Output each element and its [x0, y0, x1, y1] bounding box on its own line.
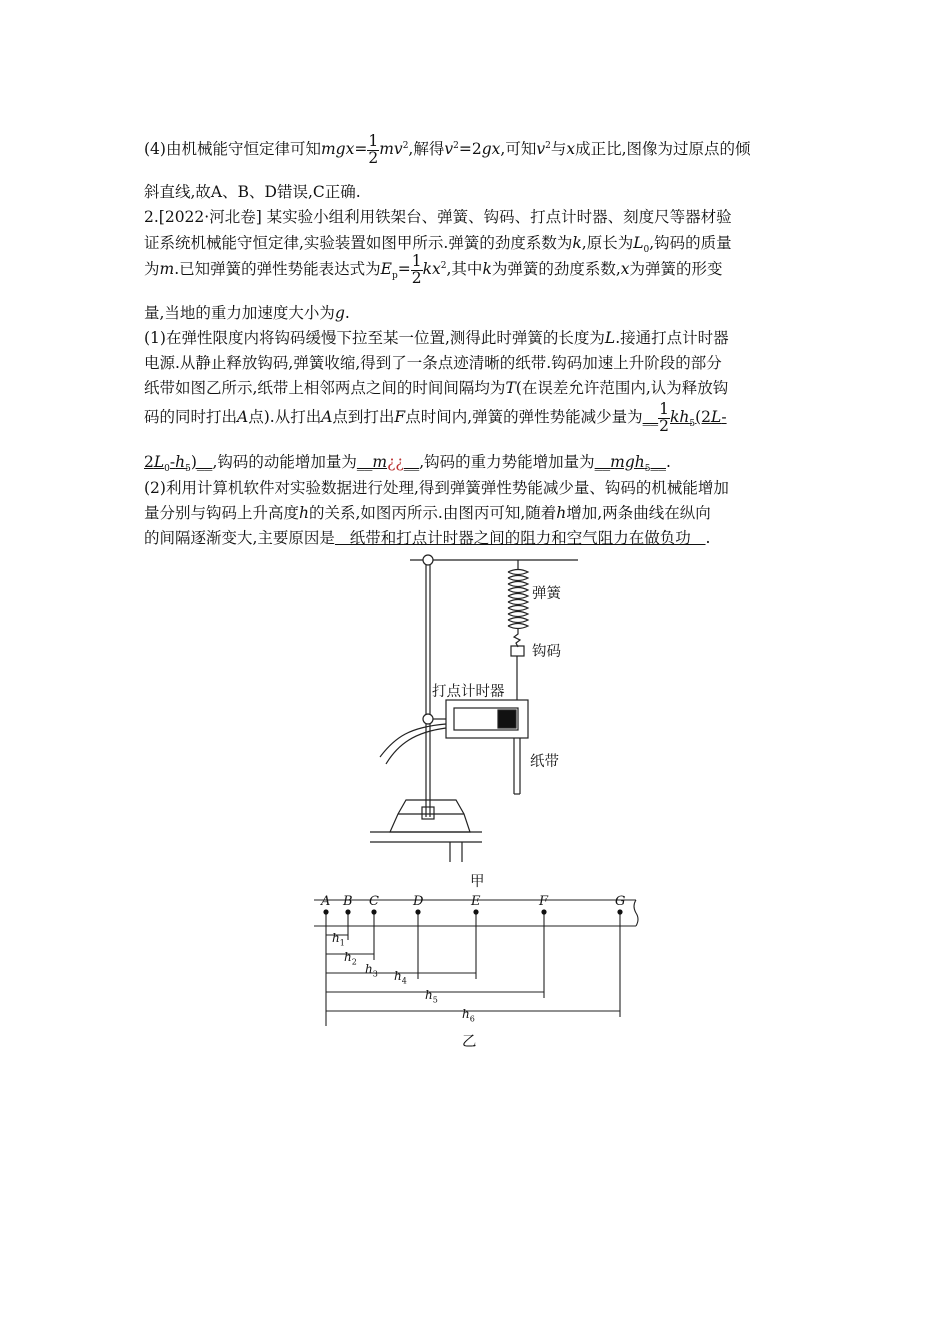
q2-line-1: 2.[2022·河北卷] 某实验小组利用铁架台、弹簧、钩码、打点计时器、刻度尺等器材验 [144, 208, 732, 226]
fraction-half: $\frac{1}{2}$ [659, 400, 669, 435]
p1-line-5: $2L_0-h_5)\_\_$,钩码的动能增加量为__m¿¿__,钩码的重力势能增加量为__mgh$_5$__. [144, 453, 671, 475]
spring-label: 弹簧 [532, 586, 561, 602]
answer-elastic-energy-cont: $2L_0-h_5)\_\_$ [144, 453, 213, 475]
tape-diagram [310, 890, 640, 1030]
point-label-E: E [471, 894, 481, 909]
apparatus-figure [370, 552, 590, 864]
dimension-h5: $h_5$ [425, 988, 438, 1005]
timer-label: 打点计时器 [432, 684, 505, 700]
p1-line-4: 码的同时打出A点).从打出A点到打出F点时间内,弹簧的弹性势能减少量为__ $\frac{1}{2}$ $kh_5(2L-$ [144, 400, 727, 435]
q2-line-3: 为m.已知弹簧的弹性势能表达式为$E_p=$ $\frac{1}{2}$ $kx^2$,其中k为弹簧的劲度系数,x为弹簧的形变 [144, 252, 723, 287]
p2-line-2: 量分别与钩码上升高度h的关系,如图丙所示.由图丙可知,随着h增加,两条曲线在纵向 [144, 504, 711, 522]
fraction-half: $\frac{1}{2}$ [411, 252, 422, 287]
tape-figure [310, 890, 640, 1030]
point-label-F: F [539, 894, 549, 909]
dimension-h6: $h_6$ [462, 1007, 475, 1024]
point-label-G: G [615, 894, 626, 909]
answer-kinetic-energy: __m¿¿__ [356, 453, 420, 471]
tape-label: 纸带 [530, 754, 559, 770]
figure-caption-jia: 甲 [470, 874, 485, 890]
point-label-B: B [343, 894, 353, 909]
point-label-C: C [369, 894, 379, 909]
answer-elastic-energy: __ $\frac{1}{2}$ $kh_5(2L-$ [642, 400, 727, 435]
p1-line-1: (1)在弹性限度内将钩码缓慢下拉至某一位置,测得此时弹簧的长度为L.接通打点计时器 [144, 329, 729, 347]
figure-caption-yi: 乙 [462, 1034, 477, 1050]
p4-line-1: (4)由机械能守恒定律可知mgx= $\frac{1}{2}$ $mv^2$,解得$v^2=2gx$,可知$v^2$与x成正比,图像为过原点的倾 [144, 132, 751, 167]
dimension-h4: $h_4$ [394, 969, 407, 986]
p1-line-3: 纸带如图乙所示,纸带上相邻两点之间的时间间隔均为T(在误差允许范围内,认为释放钩 [144, 379, 729, 397]
dimension-h3: $h_3$ [365, 962, 378, 979]
q2-line-4: 量,当地的重力加速度大小为g. [144, 304, 350, 322]
answer-potential-energy: __mgh$_5$__ [594, 453, 666, 475]
dimension-h1: $h_1$ [332, 931, 345, 948]
point-label-A: A [321, 894, 331, 909]
answer-reason: 纸带和打点计时器之间的阻力和空气阻力在做负功 [334, 529, 706, 547]
point-label-D: D [413, 894, 424, 909]
p2-line-1: (2)利用计算机软件对实验数据进行处理,得到弹簧弹性势能减少量、钩码的机械能增加 [144, 479, 729, 497]
dimension-h2: $h_2$ [344, 950, 357, 967]
p1-line-2: 电源.从静止释放钩码,弹簧收缩,得到了一条点迹清晰的纸带.钩码加速上升阶段的部分 [144, 354, 722, 372]
p2-line-3: 的间隔逐渐变大,主要原因是 纸带和打点计时器之间的阻力和空气阻力在做负功 . [144, 529, 711, 547]
q2-line-2: 证系统机械能守恒定律,实验装置如图甲所示.弹簧的劲度系数为k,原长为$L_0$,钩码的质量 [144, 234, 732, 256]
p4-line-2: 斜直线,故A、B、D错误,C正确. [144, 183, 361, 201]
weight-label: 钩码 [532, 644, 561, 660]
fraction-half: $\frac{1}{2}$ [368, 132, 379, 167]
